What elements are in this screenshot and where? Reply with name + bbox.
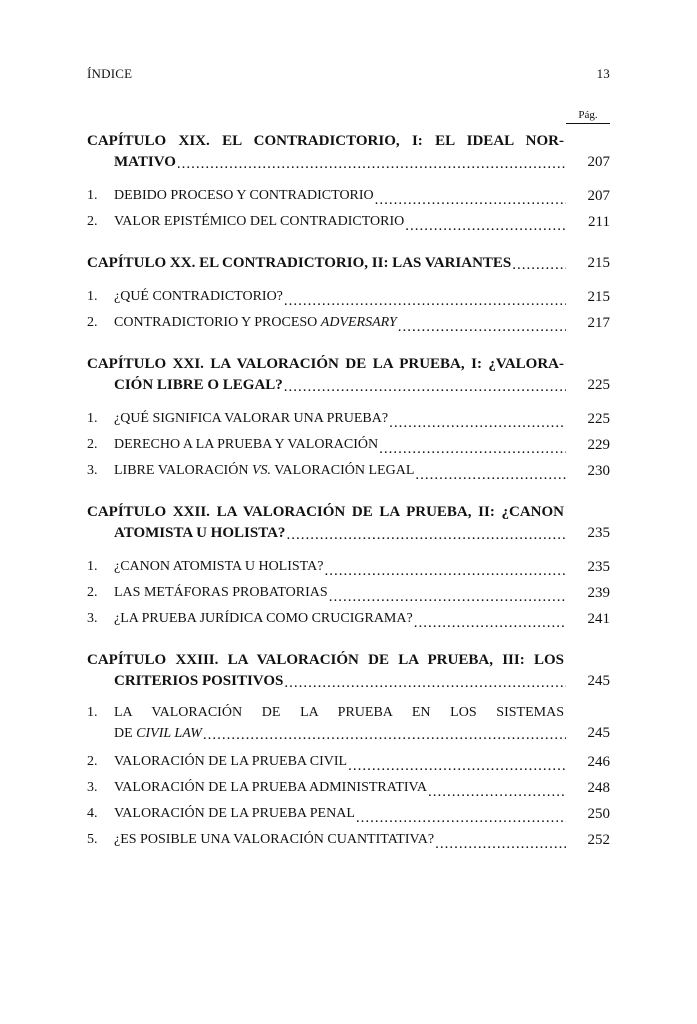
section-list <box>87 554 610 632</box>
section-number: 1. <box>87 559 98 574</box>
chapter-title-last-line <box>87 523 610 544</box>
section-entry <box>87 775 610 801</box>
section-page: 215 <box>587 289 610 305</box>
chapter-title-last-line <box>87 253 610 274</box>
dot-leader <box>375 193 566 209</box>
table-of-contents <box>87 131 610 871</box>
section-page: 235 <box>587 559 610 575</box>
chapter-title-text: CIÓN LIBRE O LEGAL? <box>114 377 283 393</box>
section-title: ¿ES POSIBLE UNA VALORACIÓN CUANTITATIVA? <box>114 832 435 847</box>
section-number: 2. <box>87 437 98 452</box>
dot-leader <box>379 442 566 458</box>
page-number: 13 <box>596 66 610 81</box>
section-title-text: DE <box>114 726 137 741</box>
chapter-title-text: ATOMISTA U HOLISTA? <box>114 525 286 541</box>
section-number: 2. <box>87 315 98 330</box>
chapter-title-text: MATIVO <box>114 154 176 170</box>
section-title: VALORACIÓN DE LA PRUEBA PENAL <box>114 806 355 821</box>
dot-leader <box>512 258 566 274</box>
chapter-title-last-line <box>87 671 610 692</box>
section-entry <box>87 406 610 432</box>
chapter-page: 245 <box>587 673 610 689</box>
page-column-label: Pág. <box>566 109 610 124</box>
chapter-20 <box>87 253 610 336</box>
chapter-title-text: CAPÍTULO XX. EL CONTRADICTORIO, II: LAS VARIANTES <box>87 255 512 271</box>
chapter-page: 215 <box>587 255 610 271</box>
section-title: DEBIDO PROCESO Y CONTRADICTORIO <box>114 188 374 203</box>
section-title: VALORACIÓN DE LA PRUEBA ADMINISTRATIVA <box>114 780 427 795</box>
section-title-text: LIBRE VALORACIÓN <box>114 463 252 478</box>
section-number: 4. <box>87 806 98 821</box>
chapter-21 <box>87 354 610 484</box>
section-number: 2. <box>87 585 98 600</box>
chapter-title-line: CAPÍTULO XXII. LA VALORACIÓN DE LA PRUEBA, II: ¿CANON <box>87 504 564 520</box>
section-number: 1. <box>87 705 98 720</box>
section-entry <box>87 749 610 775</box>
chapter-title <box>87 354 610 396</box>
section-page: 207 <box>587 188 610 204</box>
chapter-title <box>87 131 610 173</box>
chapter-title-line: CAPÍTULO XIX. EL CONTRADICTORIO, I: EL IDEAL NOR- <box>87 133 564 149</box>
section-page: 230 <box>587 463 610 479</box>
section-entry <box>87 702 610 744</box>
chapter-title <box>87 253 610 274</box>
dot-leader <box>324 564 566 580</box>
section-number: 3. <box>87 463 98 478</box>
section-page: 252 <box>587 832 610 848</box>
chapter-title-line: CAPÍTULO XXIII. LA VALORACIÓN DE LA PRUEBA, III: LOS <box>87 652 564 668</box>
section-page: 229 <box>587 437 610 453</box>
section-page: 245 <box>587 725 610 741</box>
chapter-page: 207 <box>587 154 610 170</box>
dot-leader <box>284 380 566 396</box>
section-number: 2. <box>87 214 98 229</box>
dot-leader <box>398 320 566 336</box>
dot-leader <box>405 219 566 235</box>
section-page: 239 <box>587 585 610 601</box>
section-entry <box>87 209 610 235</box>
dot-leader <box>284 294 566 310</box>
section-title: VALORACIÓN DE LA PRUEBA CIVIL <box>114 754 348 769</box>
section-list <box>87 284 610 336</box>
dot-leader <box>356 811 566 827</box>
section-entry <box>87 827 610 853</box>
chapter-page: 225 <box>587 377 610 393</box>
section-title <box>114 723 202 744</box>
section-list <box>87 702 610 853</box>
dot-leader <box>286 528 566 544</box>
dot-leader <box>428 785 566 801</box>
section-entry <box>87 183 610 209</box>
dot-leader <box>177 157 566 173</box>
section-number: 2. <box>87 754 98 769</box>
dot-leader <box>414 616 566 632</box>
section-entry <box>87 554 610 580</box>
section-number: 5. <box>87 832 98 847</box>
section-title <box>114 310 397 336</box>
section-list <box>87 183 610 235</box>
dot-leader <box>348 759 566 775</box>
chapter-title <box>87 502 610 544</box>
section-entry <box>87 310 610 336</box>
section-page: 217 <box>587 315 610 331</box>
section-title: VALOR EPISTÉMICO DEL CONTRADICTORIO <box>114 214 405 229</box>
section-title: LAS METÁFORAS PROBATORIAS <box>114 585 328 600</box>
section-title: ¿QUÉ CONTRADICTORIO? <box>114 289 283 304</box>
section-title-italic: CIVIL LAW <box>136 726 202 741</box>
section-title-line: LA VALORACIÓN DE LA PRUEBA EN LOS SISTEMAS <box>114 705 564 720</box>
chapter-title-last-line <box>87 152 610 173</box>
dot-leader <box>284 676 566 692</box>
chapter-title-text: CRITERIOS POSITIVOS <box>114 673 284 689</box>
section-entry <box>87 801 610 827</box>
section-number: 1. <box>87 411 98 426</box>
dot-leader <box>415 468 566 484</box>
section-page: 211 <box>588 214 610 230</box>
section-title: ¿QUÉ SIGNIFICA VALORAR UNA PRUEBA? <box>114 411 389 426</box>
chapter-23 <box>87 650 610 853</box>
section-entry <box>87 458 610 484</box>
dot-leader <box>389 416 566 432</box>
section-page: 248 <box>587 780 610 796</box>
section-entry <box>87 432 610 458</box>
section-list <box>87 406 610 484</box>
section-title-text: CONTRADICTORIO Y PROCESO <box>114 315 321 330</box>
section-title-italic: VS. <box>251 463 271 478</box>
chapter-title-line: CAPÍTULO XXI. LA VALORACIÓN DE LA PRUEBA, I: ¿VALORA- <box>87 356 564 372</box>
section-page: 250 <box>587 806 610 822</box>
chapter-22 <box>87 502 610 632</box>
section-page: 225 <box>587 411 610 427</box>
dot-leader <box>435 837 566 853</box>
section-number: 1. <box>87 289 98 304</box>
section-title <box>114 458 414 484</box>
section-number: 3. <box>87 611 98 626</box>
section-title-italic: ADVERSARY <box>320 315 397 330</box>
section-title: ¿LA PRUEBA JURÍDICA COMO CRUCIGRAMA? <box>114 611 413 626</box>
section-title-text-after: VALORACIÓN LEGAL <box>271 463 415 478</box>
section-entry <box>87 580 610 606</box>
section-entry <box>87 284 610 310</box>
section-entry <box>87 606 610 632</box>
chapter-title <box>87 650 610 692</box>
running-head-title: ÍNDICE <box>87 66 133 81</box>
dot-leader <box>203 728 566 744</box>
chapter-page: 235 <box>587 525 610 541</box>
section-title: ¿CANON ATOMISTA U HOLISTA? <box>114 559 324 574</box>
chapter-title-last-line <box>87 375 610 396</box>
section-number: 3. <box>87 780 98 795</box>
chapter-19 <box>87 131 610 235</box>
dot-leader <box>329 590 566 606</box>
section-title: DERECHO A LA PRUEBA Y VALORACIÓN <box>114 437 379 452</box>
section-number: 1. <box>87 188 98 203</box>
section-page: 241 <box>587 611 610 627</box>
section-page: 246 <box>587 754 610 770</box>
